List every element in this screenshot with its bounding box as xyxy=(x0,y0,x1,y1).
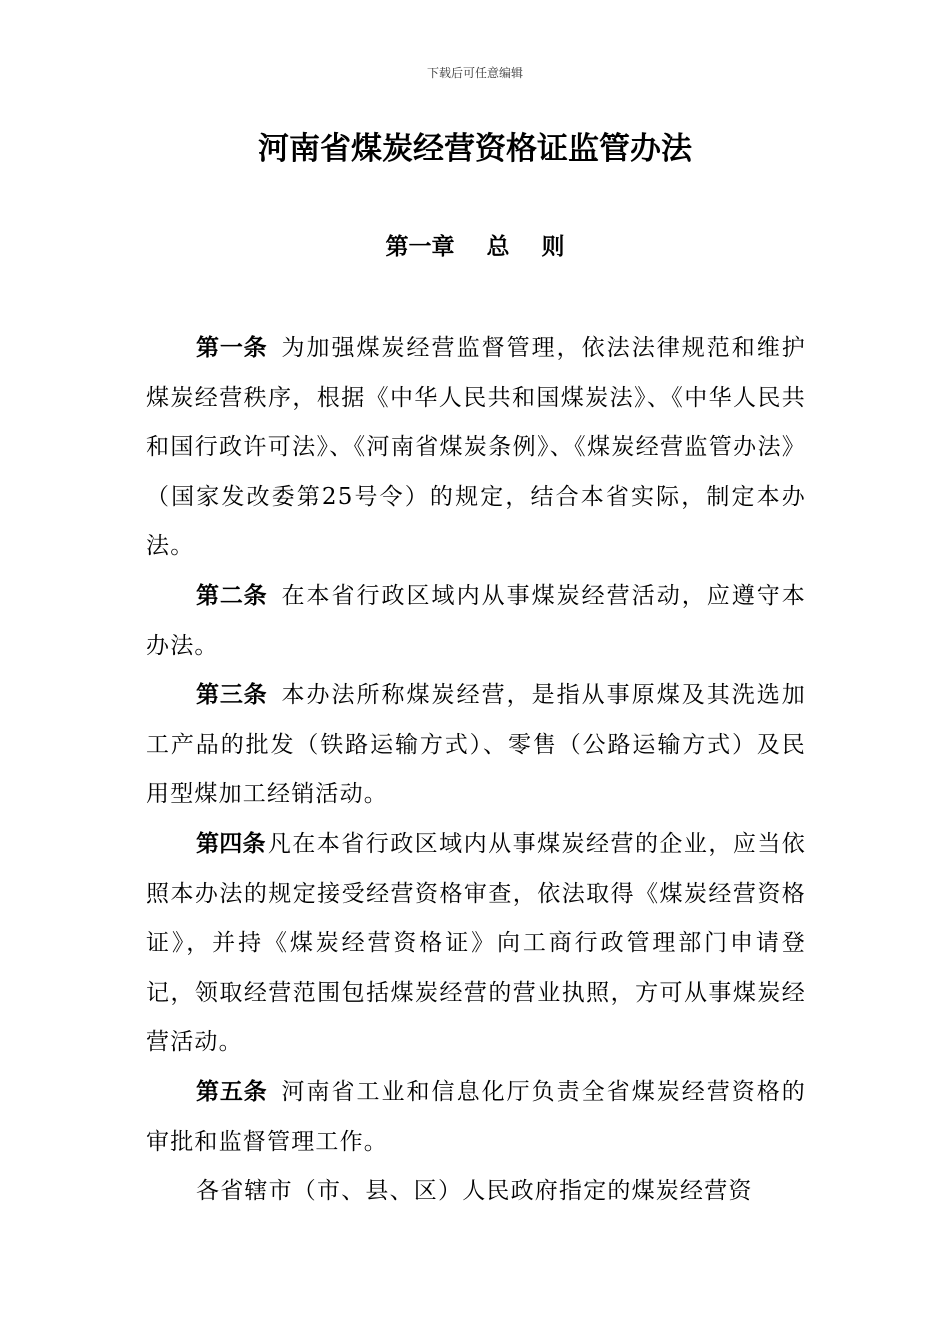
article-number: 第四条 xyxy=(196,830,266,857)
article-1 xyxy=(146,324,806,572)
article-number: 第三条 xyxy=(196,682,268,709)
article-number: 第一条 xyxy=(196,335,268,361)
chapter-title: 第一章 总 则 xyxy=(385,233,565,260)
article-text: 本办法所称煤炭经营，是指从事原煤及其洗选加工产品的批发（铁路运输方式）、零售（公路运输方式）及民用型煤加工经销活动。 xyxy=(146,682,806,808)
article-2 xyxy=(146,572,806,671)
article-5 xyxy=(146,1068,806,1167)
article-3 xyxy=(146,671,806,820)
article-text: 在本省行政区域内从事煤炭经营活动，应遵守本办法。 xyxy=(146,582,806,659)
article-number: 第五条 xyxy=(196,1078,268,1105)
article-text: 凡在本省行政区域内从事煤炭经营的企业，应当依照本办法的规定接受经营资格审查，依法取得《煤炭经营资格证》，并持《煤炭经营资格证》向工商行政管理部门申请登记，领取经营范围包括煤炭经营的营业执照，方可从事煤炭经营活动。 xyxy=(146,830,806,1056)
document-title: 河南省煤炭经营资格证监管办法 xyxy=(258,131,692,167)
article-text: 为加强煤炭经营监督管理，依法法律规范和维护煤炭经营秩序，根据《中华人民共和国煤炭法》、《中华人民共和国行政许可法》、《河南省煤炭条例》、《煤炭经营监管办法》（国家发改委第25号令）的规定，结合本省实际，制定本办法。 xyxy=(146,335,806,560)
continuation-paragraph: 各省辖市（市、县、区）人民政府指定的煤炭经营资 xyxy=(196,1178,753,1205)
header-note: 下载后可任意编辑 xyxy=(426,66,523,80)
document-body xyxy=(146,324,806,1217)
article-4 xyxy=(146,820,806,1068)
article-number: 第二条 xyxy=(196,582,268,609)
article-text: 河南省工业和信息化厅负责全省煤炭经营资格的审批和监督管理工作。 xyxy=(146,1078,806,1155)
